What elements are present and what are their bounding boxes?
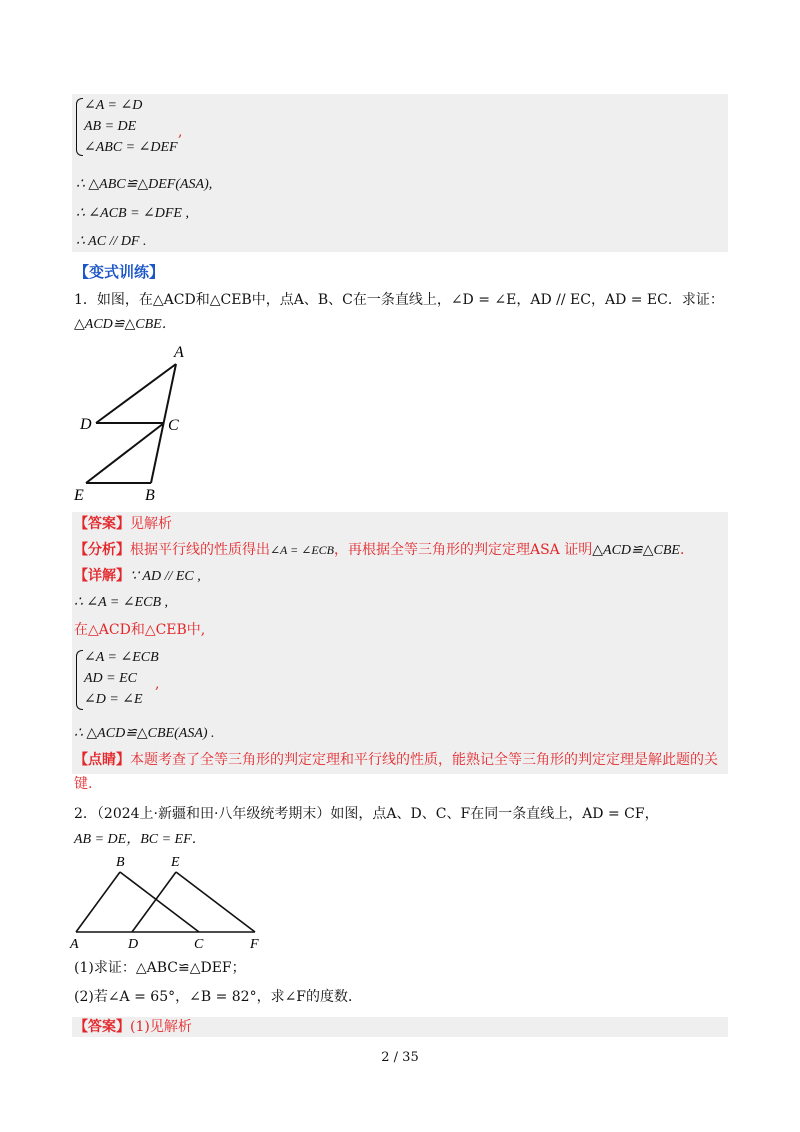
question-1: (1)求证：△ABC≌△DEF；	[74, 960, 246, 976]
conclusion-congruent: ∴ △ABC≌△DEF(ASA),	[76, 177, 213, 192]
label-C: C	[194, 937, 204, 952]
analysis-math-2: △ACD≌△CBE	[592, 543, 680, 558]
label-D: D	[128, 937, 139, 952]
analysis-text-a: 根据平行线的性质得出	[130, 542, 270, 558]
detail-line-2: ∴ ∠A = ∠ECB ,	[74, 595, 169, 610]
detail-tag: 【详解】	[74, 568, 130, 584]
answer-row-1	[74, 514, 172, 534]
answer-row-2	[74, 1017, 192, 1037]
comment-text-2: 键.	[74, 776, 93, 792]
analysis-end: ．	[679, 542, 694, 558]
question-2: (2)若∠A = 65°，∠B = 82°，求∠F的度数．	[74, 989, 363, 1005]
label-E: E	[74, 487, 84, 504]
conclusion-angles: ∴ ∠ACB = ∠DFE ,	[76, 206, 189, 221]
system-line-2: AB = DE	[84, 119, 137, 134]
analysis-text-b: ，再根据全等三角形的判定定理ASA 证明	[333, 542, 593, 558]
problem1-statement: 1．如图，在△ACD和△CEB中，点A、B、C在一条直线上，∠D = ∠E，AD // EC，AD = EC．求证：	[74, 292, 724, 308]
system2-line-1: ∠A = ∠ECB	[84, 650, 159, 665]
label-B: B	[145, 487, 155, 504]
section-heading: 【变式训练】	[74, 263, 165, 281]
detail-line-1: ∵ AD // EC ,	[130, 569, 201, 584]
system-brace-2	[76, 650, 83, 710]
label-D: D	[80, 416, 92, 433]
comment-text-1: 本题考查了全等三角形的判定定理和平行线的性质，能熟记全等三角形的判定定理是解此题的关	[130, 752, 718, 768]
problem1-statement-cont: △ACD≌△CBE．	[74, 317, 176, 332]
problem2-figure	[68, 852, 268, 952]
system2-comma: ,	[155, 676, 160, 692]
answer2-tag: 【答案】	[74, 1019, 130, 1035]
analysis-math: ∠A = ∠ECB	[270, 543, 334, 557]
label-A: A	[70, 937, 79, 952]
answer-tag: 【答案】	[74, 516, 130, 532]
segment-AD	[96, 364, 176, 423]
comment-tag: 【点睛】	[74, 752, 130, 768]
solution-block-top	[72, 94, 728, 252]
system2-line-2: AD = EC	[84, 671, 137, 686]
problem2-statement: 2．（2024上·新疆和田·八年级统考期末）如图，点A、D、C、F在同一条直线上，AD = CF，	[74, 806, 659, 822]
system-line-1: ∠A = ∠D	[84, 98, 143, 113]
answer-text: 见解析	[130, 516, 172, 532]
conclusion-parallel: ∴ AC // DF .	[76, 234, 147, 249]
detail-row	[74, 566, 201, 587]
label-C: C	[168, 417, 179, 434]
detail-conclusion: ∴ △ACD≌△CBE(ASA) .	[74, 726, 215, 741]
page-number: 2 / 35	[381, 1050, 419, 1065]
problem2-statement-cont: AB = DE，BC = EF．	[74, 832, 206, 847]
label-B: B	[116, 855, 125, 870]
segment-AB	[76, 872, 120, 932]
detail-line-3: 在△ACD和△CEB中,	[74, 622, 206, 638]
answer2-text: (1)见解析	[130, 1019, 192, 1035]
system2-line-3: ∠D = ∠E	[84, 692, 143, 707]
system-comma: ,	[178, 124, 183, 140]
segment-DE	[132, 872, 176, 932]
label-F: F	[250, 937, 259, 952]
analysis-tag: 【分析】	[74, 542, 130, 558]
problem1-figure	[70, 340, 200, 505]
comment-row	[74, 750, 718, 770]
system-line-3: ∠ABC = ∠DEF	[84, 140, 178, 155]
system-brace	[76, 98, 83, 156]
analysis-row	[74, 540, 694, 561]
label-E: E	[171, 855, 180, 870]
label-A: A	[174, 344, 184, 361]
